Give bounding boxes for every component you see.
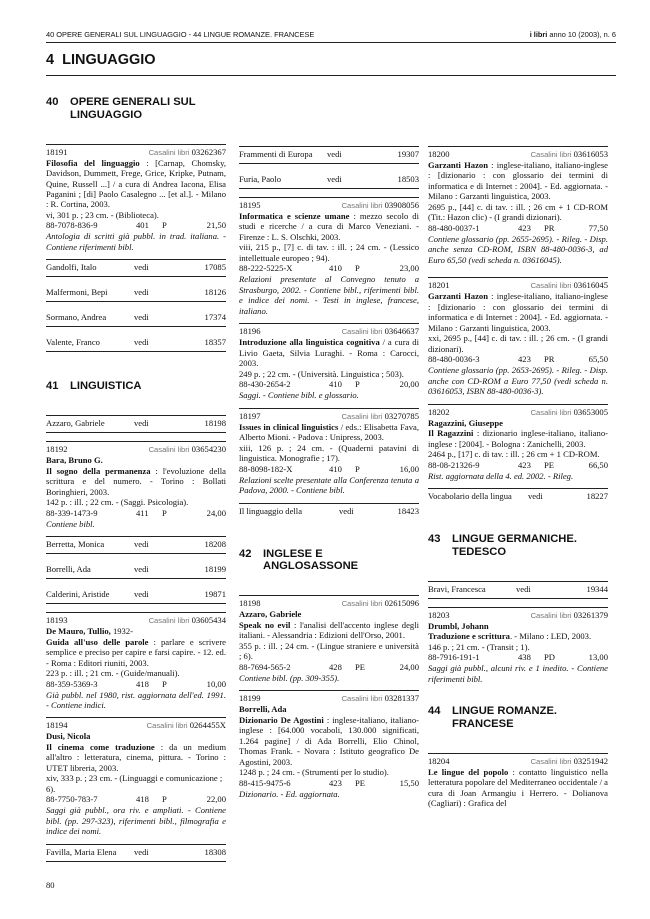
entry-18198: 18198 Casalini libri 02615096 Azzaro, Gabriele Speak no evil : l'analisi dell'accento inglese degli italiani. - Alessandria : Edizioni dell'Orso, 2001. 355 p. : ill. ; 24 cm. - (Lingue straniere e università ; 6). 88-7694-565-2 428 PE 24,00 Contiene bibl. (pp. 309-355). (239, 595, 419, 683)
entry-18197: 18197 Casalini libri 03270785 Issues in clinical linguistics / eds.: Elisabetta Fava, Alberto Mioni. - Padova : Unipress, 2003. xiii, 126 p. ; 24 cm. - (Quaderni patavini di linguistica. Monografie ; 17). 88-8098-182-X 410 P 16,00 Relazioni scelte presentate alla Conferenza tenuta a Padova, 2000. - Contiene bibl. (239, 408, 419, 496)
column-2 (239, 96, 419, 806)
cross-ref[interactable]: Vocabolario della lingua vedi 18227 (428, 488, 608, 505)
cross-ref[interactable]: Frammenti di Europa vedi 19307 (239, 146, 419, 164)
cross-ref[interactable]: Valente, Franco vedi 18357 (46, 335, 226, 352)
section-40-heading: 40 OPERE GENERALI SUL LINGUAGGIO (46, 96, 196, 121)
column-1 (46, 96, 226, 870)
chapter-number: 4 (46, 52, 55, 68)
header-rule (46, 42, 616, 43)
ref-code: Casalini libri 03262367 (148, 146, 226, 157)
journal-name: i libri (529, 30, 548, 39)
entry-18201: 18201 Casalini libri 03616045 Garzanti Hazon : inglese-italiano, italiano-inglese : [dizionario : con glossario dei termini di informatica e di Internet : 2004]. - Ed. aggiornata. - Milano : Garzanti linguistica, 2003. xxi, 2695 p., [44] c. di tav. : ill. ; 26 cm. - (I grandi dizionari). 88-480-0036-3 423 PR 65,50 Contiene glossario (pp. 2653-2695). - Rileg. - Disp. anche con CD-ROM a Euro 77,50 (vedi scheda n. 03616053, ISBN 88-480-0036-3). (428, 277, 608, 396)
section-44-heading: 44 LINGUE ROMANZE. FRANCESE (428, 705, 558, 730)
entry-18194: 18194 Casalini libri 0264455X Dusi, Nicola Il cinema come traduzione : da un medium all'altro : letteratura, cinema, pittura. - Torino : UTET libreria, 2003. xiv, 333 p. ; 23 cm. - (Linguaggi e comunicazione ; 6). 88-7750-783-7 418 P 22,00 Saggi già pubbl., ora riv. e ampliati. - Contiene bibl. (pp. 297-323), riferimenti bibl., filmografia e indice dei nomi. (46, 717, 226, 836)
cross-ref[interactable]: Favilla, Maria Elena vedi 18308 (46, 844, 226, 862)
cross-ref[interactable]: Malfermoni, Bepi vedi 18126 (46, 285, 226, 302)
cross-ref[interactable]: Berretta, Monica vedi 18208 (46, 536, 226, 554)
entry-18204: 18204 Casalini libri 03251942 Le lingue del popolo : contatto linguistico nella letteratura popolare del Mediterraneo occidentale / a cura di Joan Armangiu i Herrero. - Dolianova (Cagliari) : Grafica del (428, 753, 608, 809)
entry-18196: 18196 Casalini libri 03646637 Introduzione alla linguistica cognitiva / a cura di Livio Gaeta, Silvia Luraghi. - Roma : Carocci, 2003. 249 p. ; 22 cm. - (Università. Linguistica ; 503). 88-430-2654-2 410 P 20,00 Saggi. - Contiene bibl. e glossario. (239, 323, 419, 400)
chapter-rule (46, 75, 616, 76)
section-42-heading: 42 INGLESE E ANGLOSASSONE (239, 547, 359, 573)
cross-ref[interactable]: Gandolfi, Italo vedi 17085 (46, 259, 226, 277)
entry-18199: 18199 Casalini libri 03281337 Borrelli, Ada Dizionario De Agostini : inglese-italiano, italiano-inglese : [64.000 vocaboli, 130.000 significati, 1.264 pagine] / di Ada Borrelli, Elio Chinol, Thomas Frank. - Novara : Istituto geografico De Agostini, 2003. 1248 p. ; 24 cm. - (Strumenti per lo studio). 88-415-9475-6 423 PE 15,50 Dizionario. - Ed. aggiornata. (239, 690, 419, 799)
column-3 (428, 96, 608, 816)
section-41-heading: 41 LINGUISTICA (46, 380, 142, 393)
page-number: 80 (46, 880, 55, 890)
entry-18200: 18200 Casalini libri 03616053 Garzanti Hazon : inglese-italiano, italiano-inglese : [dizionario : con glossario dei termini di informatica e di Internet : 2004]. - Ed. aggiornata. - Milano : Garzanti linguistica, 2003. 2695 p., [44] c. di tav. : ill. ; 26 cm + 1 CD-ROM (Tit.: Hazon clic) - (I grandi dizionari). 88-480-0037-1 423 PR 77,50 Contiene glossario (pp. 2655-2695). - Rileg. - Disp. anche senza CD-ROM, ISBN 88-480-0036-3, ad Euro 65,50 (vedi scheda n. 03616045). (428, 146, 608, 265)
running-header (46, 30, 616, 40)
entry-18193: 18193 Casalini libri 03605434 De Mauro, Tullio, 1932- Guida all'uso delle parole : parlare e scrivere semplice e preciso per capire e farsi capire. - 12. ed. - Roma : Editori riuniti, 2003. 223 p. : ill. ; 21 cm. - (Guide/manuali). 88-359-5369-3 418 P 10,00 Già pubbl. nel 1980, rist. aggiornata dell'ed. 1991. - Contiene indici. (46, 612, 226, 710)
running-header-left: 40 OPERE GENERALI SUL LINGUAGGIO - 44 LINGUE ROMANZE. FRANCESE (46, 30, 315, 39)
cross-ref[interactable]: Azzaro, Gabriele vedi 18198 (46, 415, 226, 433)
entry-18192: 18192 Casalini libri 03654230 Bara, Bruno G. Il sogno della permanenza : l'evoluzione della scrittura e del numero. - Torino : Bollati Boringhieri, 2003. 142 p. : ill. ; 22 cm. - (Saggi. Psicologia). 88-339-1473-9 411 P 24,00 Contiene bibl. (46, 441, 226, 529)
cross-ref[interactable]: Calderini, Aristide vedi 19871 (46, 587, 226, 604)
entry-author: Bara, Bruno G. (46, 455, 103, 466)
chapter-title (46, 52, 156, 70)
chapter-name: LINGUAGGIO (62, 52, 156, 68)
entry-18191 (46, 144, 226, 253)
entry-note: Antologia di scritti già pubbl. in trad. italiana. - Contiene riferimenti bibl. (46, 231, 226, 252)
cross-ref[interactable]: Il linguaggio della vedi 18423 (239, 503, 419, 520)
entry-title: Filosofia del linguaggio (46, 157, 140, 168)
entry-body: : [Carnap, Chomsky, Davidson, Dummett, Frege, Grice, Kripke, Putnam, Quine, Russell ...] / a cura di Andrea Iacona, Elisa Paganini ; [di] Paolo Casalegno ... [et al.]. - Milano : R. Cortina, 2003. (46, 157, 226, 210)
running-header-right (530, 30, 616, 39)
cross-ref[interactable]: Bravi, Francesca vedi 19344 (428, 581, 608, 599)
section-43-heading: 43 LINGUE GERMANICHE. TEDESCO (428, 533, 577, 558)
entry-physical: vi, 301 p. ; 23 cm. - (Biblioteca). (46, 209, 159, 220)
entry-18202: 18202 Casalini libri 03653005 Ragazzini, Giuseppe Il Ragazzini : dizionario inglese-italiano, italiano-inglese : [2004]. - Bologna : Zanichelli, 2003. 2464 p., [17] c. di tav. : ill. ; 26 cm + 1 CD-ROM. 88-08-21326-9 423 PE 66,50 Rist. aggiornata della 4. ed. 2002. - Rileg. (428, 404, 608, 481)
cross-ref[interactable]: Sormano, Andrea vedi 17374 (46, 310, 226, 327)
cross-ref[interactable]: Borrelli, Ada vedi 18199 (46, 562, 226, 579)
entry-id: 18191 (46, 146, 68, 157)
entry-price-line: 88-7078-836-9 401 P 21,50 (46, 220, 226, 231)
entry-18203: 18203 Casalini libri 03261379 Drumbl, Johann Traduzione e scrittura. - Milano : LED, 2003. 146 p. ; 21 cm. - (Transit ; 1). 88-7916-191-1 438 PD 13,00 Saggi già pubbl., alcuni riv. e 1 inedito. - Contiene riferimenti bibl. (428, 607, 608, 684)
entry-18195: 18195 Casalini libri 03908056 Informatica e scienze umane : mezzo secolo di studi e ricerche / a cura di Marco Veneziani. - Firenze : L. S. Olschki, 2003. viii, 215 p., [7] c. di tav. : ill. ; 24 cm. - (Lessico intellettuale europeo ; 94). 88-222-5225-X 410 P 23,00 Relazioni presentate al Convegno tenuto a Strasburgo, 2002. - Contiene bibl., riferimenti bibl. e indice dei nomi. - Testi in inglese, francese, italiano. (239, 197, 419, 316)
journal-issue: anno 10 (2003), n. 6 (547, 30, 616, 39)
cross-ref[interactable]: Furia, Paolo vedi 18503 (239, 172, 419, 189)
